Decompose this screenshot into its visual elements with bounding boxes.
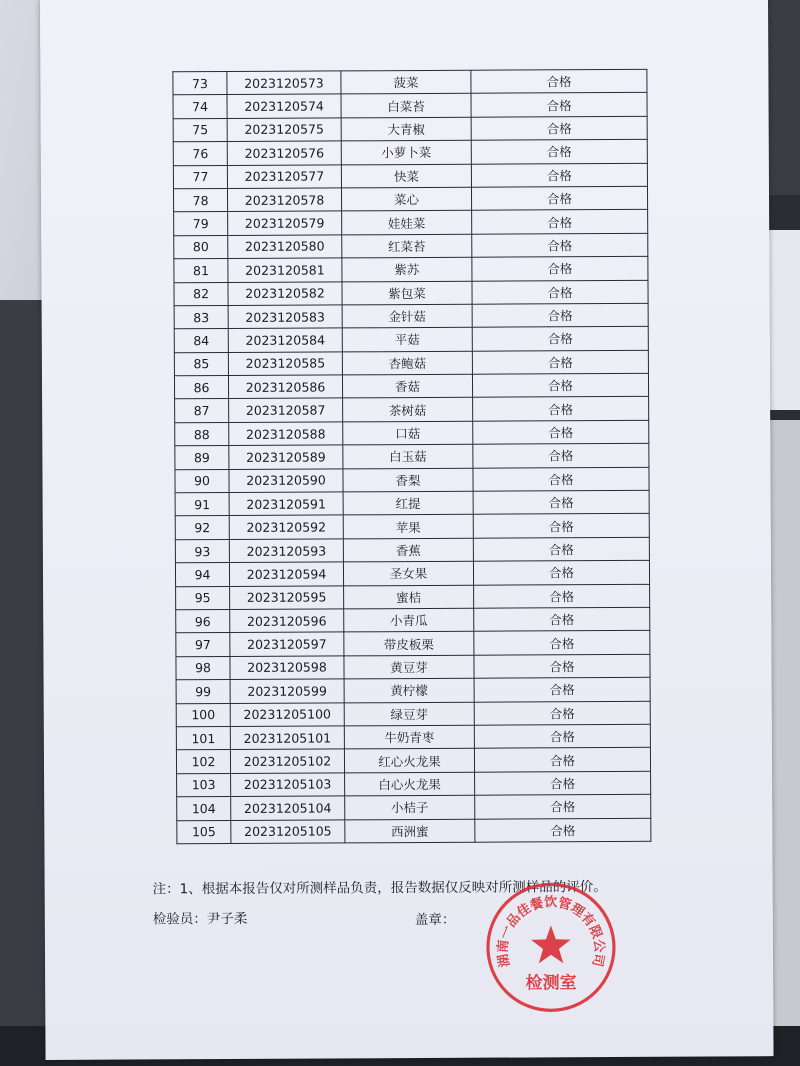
row-number-cell: 100 xyxy=(176,703,230,727)
row-number-cell: 86 xyxy=(174,376,228,400)
sample-code-cell: 20231205103 xyxy=(231,773,345,797)
sample-code-cell: 2023120598 xyxy=(230,656,344,680)
result-cell: 合格 xyxy=(473,514,649,538)
row-number-cell: 104 xyxy=(177,797,231,821)
sample-name-cell: 黄豆芽 xyxy=(344,655,474,679)
sample-code-cell: 2023120593 xyxy=(229,539,343,563)
sample-code-cell: 2023120588 xyxy=(229,422,343,446)
sample-code-cell: 2023120591 xyxy=(229,492,343,516)
report-page xyxy=(40,0,774,1060)
result-cell: 合格 xyxy=(473,467,649,491)
table-row xyxy=(175,561,649,587)
sample-code-cell: 2023120577 xyxy=(227,164,341,188)
row-number-cell: 81 xyxy=(174,259,228,283)
sample-code-cell: 2023120581 xyxy=(228,258,342,282)
inspector-label: 检验员：尹子柔 xyxy=(152,910,248,928)
result-cell: 合格 xyxy=(472,327,648,351)
result-cell: 合格 xyxy=(474,677,650,701)
result-cell: 合格 xyxy=(474,724,650,748)
result-cell: 合格 xyxy=(474,701,650,725)
row-number-cell: 105 xyxy=(177,820,231,844)
table-row xyxy=(175,514,649,540)
sample-name-cell: 娃娃菜 xyxy=(342,211,472,235)
table-row xyxy=(177,771,651,797)
result-cell: 合格 xyxy=(472,373,648,397)
sample-code-cell: 2023120573 xyxy=(227,71,341,95)
result-cell: 合格 xyxy=(473,490,649,514)
table-row xyxy=(175,397,649,423)
row-number-cell: 77 xyxy=(173,165,227,189)
row-number-cell: 74 xyxy=(173,95,227,119)
table-row xyxy=(174,210,648,236)
sample-name-cell: 红提 xyxy=(343,491,473,515)
table-row xyxy=(176,584,650,610)
row-number-cell: 99 xyxy=(176,680,230,704)
row-number-cell: 89 xyxy=(175,446,229,470)
sample-code-cell: 2023120583 xyxy=(228,305,342,329)
sample-code-cell: 20231205102 xyxy=(230,749,344,773)
sample-name-cell: 快菜 xyxy=(341,164,471,188)
sample-code-cell: 2023120590 xyxy=(229,469,343,493)
table-row xyxy=(174,327,648,353)
sample-code-cell: 20231205101 xyxy=(230,726,344,750)
row-number-cell: 73 xyxy=(173,72,227,96)
result-cell: 合格 xyxy=(475,771,651,795)
table-row xyxy=(177,794,651,820)
sample-code-cell: 2023120587 xyxy=(229,398,343,422)
sample-name-cell: 蜜桔 xyxy=(344,585,474,609)
table-row xyxy=(174,350,648,376)
official-seal-stamp xyxy=(483,879,620,1016)
table-row xyxy=(174,303,648,329)
sample-code-cell: 2023120584 xyxy=(228,328,342,352)
table-row xyxy=(176,631,650,657)
sample-code-cell: 20231205100 xyxy=(230,702,344,726)
sample-code-cell: 2023120589 xyxy=(229,445,343,469)
sample-name-cell: 白玉菇 xyxy=(343,444,473,468)
seal-inner-text: 检测室 xyxy=(525,973,577,994)
table-row xyxy=(176,724,650,750)
table-row xyxy=(174,373,648,399)
seal-label: 盖章： xyxy=(414,911,456,929)
row-number-cell: 84 xyxy=(174,329,228,353)
table-row xyxy=(175,537,649,563)
result-cell: 合格 xyxy=(475,818,651,842)
sample-code-cell: 2023120574 xyxy=(227,94,341,118)
result-cell: 合格 xyxy=(472,303,648,327)
result-cell: 合格 xyxy=(471,93,647,117)
row-number-cell: 75 xyxy=(173,118,227,142)
result-cell: 合格 xyxy=(474,607,650,631)
result-cell: 合格 xyxy=(474,748,650,772)
table-row xyxy=(177,818,651,844)
report-note: 注：1、根据本报告仅对所测样品负责，报告数据仅反映对所测样品的评价。 xyxy=(152,879,607,898)
table-row xyxy=(176,748,650,774)
sample-name-cell: 金针菇 xyxy=(342,304,472,328)
sample-name-cell: 大青椒 xyxy=(341,117,471,141)
sample-code-cell: 2023120599 xyxy=(230,679,344,703)
result-cell: 合格 xyxy=(471,139,647,163)
sample-code-cell: 2023120594 xyxy=(229,562,343,586)
table-row xyxy=(173,116,647,142)
row-number-cell: 82 xyxy=(174,282,228,306)
result-cell: 合格 xyxy=(474,631,650,655)
results-table xyxy=(172,69,651,844)
result-cell: 合格 xyxy=(472,256,648,280)
sample-name-cell: 红菜苔 xyxy=(342,234,472,258)
row-number-cell: 94 xyxy=(175,563,229,587)
row-number-cell: 98 xyxy=(176,656,230,680)
sample-name-cell: 小萝卜菜 xyxy=(341,140,471,164)
result-cell: 合格 xyxy=(473,444,649,468)
table-row xyxy=(175,444,649,470)
row-number-cell: 103 xyxy=(177,773,231,797)
row-number-cell: 93 xyxy=(175,539,229,563)
sample-name-cell: 带皮板栗 xyxy=(344,632,474,656)
sample-name-cell: 茶树菇 xyxy=(343,398,473,422)
table-row xyxy=(173,69,647,95)
sample-name-cell: 红心火龙果 xyxy=(344,749,474,773)
sample-code-cell: 2023120597 xyxy=(230,632,344,656)
sample-name-cell: 白菜苔 xyxy=(341,94,471,118)
row-number-cell: 88 xyxy=(175,422,229,446)
sample-code-cell: 20231205104 xyxy=(231,796,345,820)
row-number-cell: 102 xyxy=(176,750,230,774)
sample-name-cell: 口菇 xyxy=(343,421,473,445)
sample-code-cell: 2023120578 xyxy=(227,188,341,212)
result-cell: 合格 xyxy=(474,654,650,678)
row-number-cell: 92 xyxy=(175,516,229,540)
table-row xyxy=(176,701,650,727)
row-number-cell: 80 xyxy=(174,235,228,259)
row-number-cell: 79 xyxy=(174,212,228,236)
result-cell: 合格 xyxy=(472,210,648,234)
seal-star-icon xyxy=(531,925,571,963)
sample-name-cell: 小桔子 xyxy=(345,795,475,819)
result-cell: 合格 xyxy=(473,561,649,585)
row-number-cell: 95 xyxy=(176,586,230,610)
table-row xyxy=(175,467,649,493)
sample-code-cell: 2023120580 xyxy=(228,235,342,259)
sample-name-cell: 香梨 xyxy=(343,468,473,492)
sample-name-cell: 白心火龙果 xyxy=(345,772,475,796)
result-cell: 合格 xyxy=(471,163,647,187)
row-number-cell: 83 xyxy=(174,305,228,329)
row-number-cell: 97 xyxy=(176,633,230,657)
row-number-cell: 101 xyxy=(176,726,230,750)
sample-name-cell: 香菇 xyxy=(342,374,472,398)
row-number-cell: 87 xyxy=(175,399,229,423)
sample-code-cell: 2023120595 xyxy=(230,586,344,610)
result-cell: 合格 xyxy=(473,537,649,561)
table-row xyxy=(173,163,647,189)
sample-name-cell: 牛奶青枣 xyxy=(344,725,474,749)
result-cell: 合格 xyxy=(471,116,647,140)
seal-outer-text: 湖南一品佳餐饮管理有限公司 xyxy=(495,895,607,969)
result-cell: 合格 xyxy=(471,69,647,93)
sample-code-cell: 2023120592 xyxy=(229,515,343,539)
sample-name-cell: 杏鲍菇 xyxy=(342,351,472,375)
table-row xyxy=(175,420,649,446)
sample-code-cell: 2023120585 xyxy=(228,352,342,376)
row-number-cell: 78 xyxy=(173,188,227,212)
sample-name-cell: 绿豆芽 xyxy=(344,702,474,726)
table-row xyxy=(173,186,647,212)
sample-name-cell: 紫苏 xyxy=(342,257,472,281)
table-row xyxy=(174,256,648,282)
table-row xyxy=(173,93,647,119)
sample-name-cell: 黄柠檬 xyxy=(344,678,474,702)
sample-code-cell: 2023120582 xyxy=(228,281,342,305)
sample-code-cell: 20231205105 xyxy=(231,819,345,843)
sample-code-cell: 2023120586 xyxy=(228,375,342,399)
sample-name-cell: 苹果 xyxy=(343,515,473,539)
sample-code-cell: 2023120596 xyxy=(230,609,344,633)
result-cell: 合格 xyxy=(473,397,649,421)
sample-code-cell: 2023120576 xyxy=(227,141,341,165)
table-row xyxy=(173,139,647,165)
result-cell: 合格 xyxy=(475,794,651,818)
results-table-body xyxy=(173,69,651,843)
sample-name-cell: 菜心 xyxy=(341,187,471,211)
sample-name-cell: 西洲蜜 xyxy=(345,819,475,843)
result-cell: 合格 xyxy=(471,186,647,210)
table-row xyxy=(176,607,650,633)
row-number-cell: 85 xyxy=(174,352,228,376)
result-cell: 合格 xyxy=(472,280,648,304)
row-number-cell: 76 xyxy=(173,142,227,166)
sample-name-cell: 菠菜 xyxy=(341,70,471,94)
table-row xyxy=(174,280,648,306)
sample-code-cell: 2023120579 xyxy=(228,211,342,235)
result-cell: 合格 xyxy=(472,350,648,374)
row-number-cell: 96 xyxy=(176,609,230,633)
sample-name-cell: 小青瓜 xyxy=(344,608,474,632)
result-cell: 合格 xyxy=(473,420,649,444)
sample-name-cell: 香蕉 xyxy=(343,538,473,562)
row-number-cell: 90 xyxy=(175,469,229,493)
result-cell: 合格 xyxy=(472,233,648,257)
result-cell: 合格 xyxy=(474,584,650,608)
sample-name-cell: 圣女果 xyxy=(343,561,473,585)
sample-code-cell: 2023120575 xyxy=(227,118,341,142)
sample-name-cell: 平菇 xyxy=(342,328,472,352)
table-row xyxy=(176,677,650,703)
table-row xyxy=(175,490,649,516)
row-number-cell: 91 xyxy=(175,493,229,517)
table-row xyxy=(174,233,648,259)
sample-name-cell: 紫包菜 xyxy=(342,281,472,305)
table-row xyxy=(176,654,650,680)
